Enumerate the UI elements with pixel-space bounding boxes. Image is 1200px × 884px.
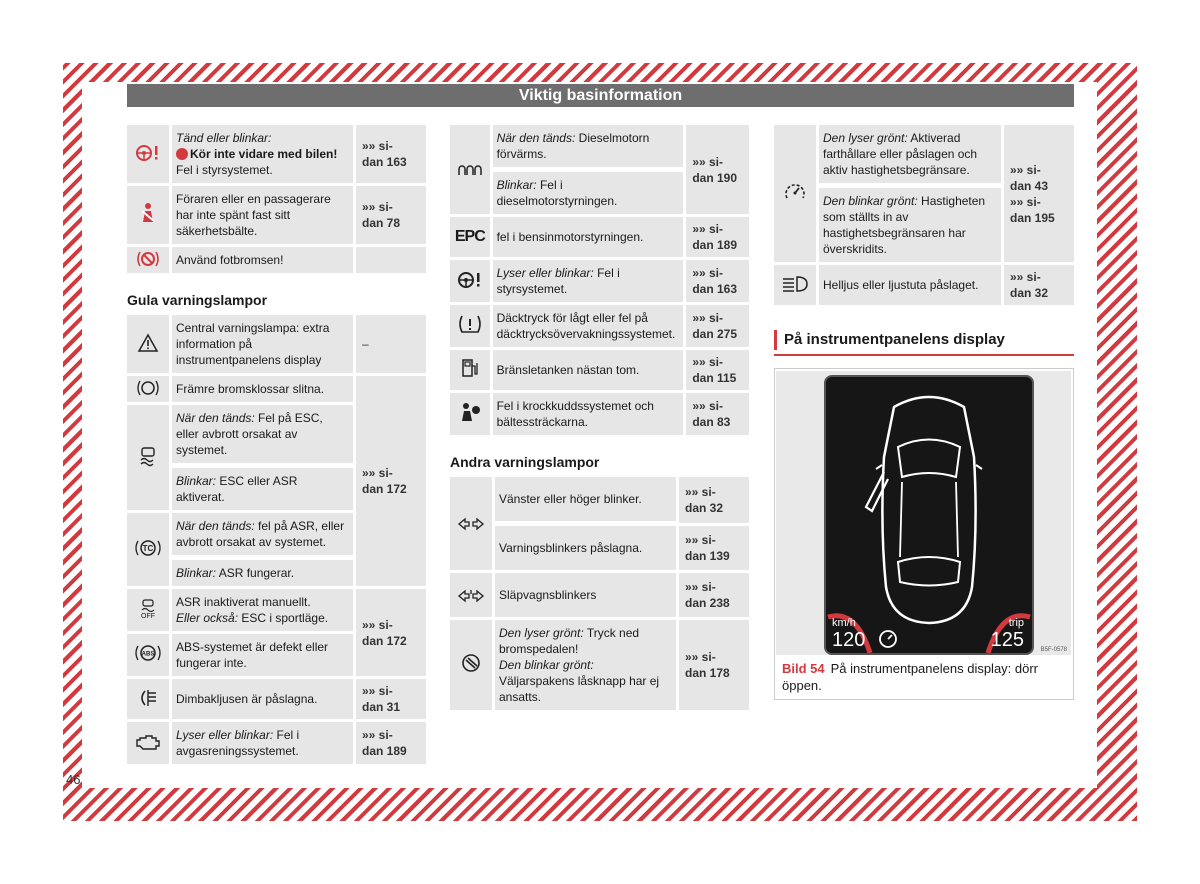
warning-description: Helljus eller ljustuta påslaget. [819, 265, 1004, 305]
table-row [127, 125, 426, 183]
warning-description: Släpvagnsblinkers [495, 573, 679, 617]
page-reference [356, 722, 426, 764]
abs-label: ABS [141, 651, 155, 658]
ref-arrow: »» si- [362, 466, 393, 480]
caption-label: Bild 54 [782, 661, 825, 676]
seatbelt-icon [127, 186, 172, 244]
condition-text: Den blinkar grönt: [499, 658, 594, 672]
condition-text: När den tänds: [176, 519, 255, 533]
yellow-warning-table-cont [450, 122, 749, 438]
page-reference [679, 477, 749, 523]
table-row [774, 125, 1074, 185]
ref-arrow: »» si- [685, 533, 716, 547]
epc-label: EPC [454, 228, 485, 245]
warning-description [172, 513, 356, 557]
speedometer-icon [774, 125, 819, 262]
warning-description [172, 125, 356, 183]
warning-description: Vänster eller höger blinker. [495, 477, 679, 523]
condition-text: Lyser eller blinkar: [496, 266, 594, 280]
instrument-display-figure [776, 371, 1071, 655]
warning-text: Kör inte vidare med bilen! [190, 147, 338, 161]
fault-text: Fel på ESC, eller avbrott orsakat av systemet. [176, 411, 323, 457]
ref-page: dan 172 [362, 633, 407, 648]
table-row [450, 260, 749, 302]
asr-tc-icon [127, 513, 172, 586]
ref-page: dan 189 [692, 238, 738, 252]
table-row [450, 526, 749, 570]
figure-code: B5F-0578 [1040, 647, 1067, 653]
steering-warning-icon [127, 125, 172, 183]
fault-text: Fel i styrsystemet. [496, 266, 620, 296]
warning-description: ABS-systemet är defekt eller fungerar inte. [172, 634, 356, 676]
ref-page: dan 163 [692, 282, 738, 296]
tyre-pressure-icon [450, 305, 493, 347]
turn-signal-icon [450, 477, 495, 570]
ref-page: dan 195 [1010, 210, 1055, 225]
page-reference [356, 247, 426, 273]
page-reference [679, 620, 749, 710]
ref-page: dan 238 [685, 596, 730, 610]
warning-description [172, 560, 356, 586]
condition-text: Blinkar: [176, 474, 217, 488]
page-reference [1004, 125, 1074, 262]
ref-arrow: »» si- [1010, 270, 1041, 284]
high-beam-icon [774, 265, 819, 305]
stop-icon [176, 148, 188, 160]
table-row [450, 125, 749, 169]
warning-description [172, 589, 356, 631]
condition-text: När den tänds: [176, 411, 255, 425]
column-3 [774, 122, 1074, 308]
condition-text: Lyser eller blinkar: [176, 728, 274, 742]
ref-page: dan 189 [362, 744, 407, 758]
page-reference [686, 260, 749, 302]
section-title-yellow: Gula varningslampor [127, 292, 268, 308]
section-title-other: Andra varningslampor [450, 454, 600, 470]
table-row [127, 247, 426, 273]
warning-description [172, 468, 356, 510]
engine-icon [127, 722, 172, 764]
red-warning-table [127, 122, 426, 276]
page-reference [356, 186, 426, 244]
display-screen [824, 375, 1034, 655]
ref-arrow: »» si- [685, 485, 716, 499]
brake-pedal-icon [127, 247, 172, 273]
off-label: OFF [141, 613, 155, 620]
warning-description: Central varningslampa: extra information på instrumentpanelens display [172, 315, 356, 373]
page-reference [356, 589, 426, 676]
rear-fog-light-icon [127, 679, 172, 719]
warning-description [819, 188, 1004, 262]
ref-arrow: »» si- [692, 266, 723, 280]
page-reference: – [356, 315, 426, 373]
fault-text: Tryck ned bromspedalen! [499, 626, 640, 656]
green-blue-table [774, 122, 1074, 308]
page-reference [356, 376, 426, 586]
ref-page: dan 139 [685, 549, 730, 563]
condition-text: Blinkar: [176, 566, 217, 580]
table-row [774, 265, 1074, 305]
fault-text: ASR inaktiverat manuellt. [176, 595, 311, 609]
abs-icon [127, 634, 172, 676]
warning-description: Bränsletanken nästan tom. [493, 350, 687, 390]
table-row [127, 186, 426, 244]
page-reference [679, 526, 749, 570]
fault-text: ASR fungerar. [216, 566, 295, 580]
table-row [127, 315, 426, 373]
ref-arrow: »» si- [1010, 162, 1041, 177]
ref-page: dan 32 [1010, 286, 1049, 300]
ref-arrow: »» si- [692, 355, 723, 369]
fault-text: Fel i dieselmotorstyrningen. [496, 178, 618, 208]
ref-arrow: »» si- [362, 139, 393, 153]
table-row [127, 376, 426, 402]
svg-text:TC: TC [142, 543, 154, 553]
condition-text: Eller också: [176, 611, 239, 625]
ref-page: dan 172 [362, 482, 407, 496]
table-row [450, 573, 749, 617]
ref-page: dan 43 [1010, 178, 1049, 193]
table-row [450, 217, 749, 257]
table-row [450, 350, 749, 390]
ref-page: dan 275 [692, 327, 738, 341]
page-number: 46 [66, 772, 81, 787]
other-warning-table [450, 474, 749, 713]
fault-text: Hastigheten som ställts in av hastighetsbegränsaren har överskridits. [823, 194, 986, 256]
ref-arrow: »» si- [692, 399, 723, 413]
page-reference [686, 125, 749, 214]
warning-description [493, 260, 687, 302]
warning-description [493, 125, 687, 169]
table-row [127, 722, 426, 764]
trailer-signal-icon [450, 573, 495, 617]
page-reference [356, 125, 426, 183]
kmh-value: 120 [832, 629, 866, 651]
table-row [450, 393, 749, 435]
ref-page: dan 83 [692, 415, 731, 429]
condition-text: Blinkar: [496, 178, 537, 192]
warning-description [495, 620, 679, 710]
warning-description: Varningsblinkers påslagna. [495, 526, 679, 570]
ref-page: dan 31 [362, 700, 401, 714]
ref-page: dan 32 [685, 501, 724, 515]
ref-page: dan 115 [692, 371, 737, 385]
fault-text: Fel i avgasreningssystemet. [176, 728, 300, 758]
fault-text: fel på ASR, eller avbrott orsakat av systemet. [176, 519, 345, 549]
page-reference [686, 350, 749, 390]
table-row [127, 679, 426, 719]
ref-page: dan 78 [362, 216, 401, 230]
ref-arrow: »» si- [362, 617, 393, 632]
ref-arrow: »» si- [692, 154, 723, 169]
ref-arrow: »» si- [685, 580, 716, 594]
fuel-icon [450, 350, 493, 390]
page-header: Viktig basinformation [127, 84, 1074, 107]
warning-description: fel i bensinmotorstyrningen. [493, 217, 687, 257]
ref-arrow: »» si- [362, 684, 393, 698]
warning-description: Främre bromsklossar slitna. [172, 376, 356, 402]
trip-value: 125 [990, 629, 1024, 651]
column-1 [127, 122, 426, 767]
table-row [127, 589, 426, 631]
section-heading-display [774, 330, 1074, 350]
warning-description: Fel i krockkuddssystemet och bältessträckarna. [493, 393, 687, 435]
ref-arrow: »» si- [685, 650, 716, 664]
yellow-warning-table [127, 312, 426, 767]
condition-text: Tänd eller blinkar: [176, 131, 272, 145]
page-reference [356, 679, 426, 719]
steering-icon [450, 260, 493, 302]
glow-plug-icon [450, 125, 493, 214]
fault-text: Dieselmotorn förvärms. [496, 131, 650, 161]
heading-accent-bar [774, 330, 777, 350]
warning-description [819, 125, 1004, 185]
ref-arrow: »» si- [362, 200, 393, 214]
page-reference [679, 573, 749, 617]
page-reference [1004, 265, 1074, 305]
ref-arrow: »» si- [1010, 194, 1041, 209]
table-row [450, 620, 749, 710]
warning-description: Föraren eller en passagerare har inte spänt fast sitt säkerhetsbälte. [172, 186, 356, 244]
condition-text: Den lyser grönt: [499, 626, 584, 640]
brake-pedal-green-icon [450, 620, 495, 710]
brake-pads-icon [127, 376, 172, 402]
table-row [450, 477, 749, 523]
heading-underline [774, 354, 1074, 356]
epc-icon [450, 217, 493, 257]
warning-description [493, 172, 687, 214]
condition-text: Den lyser grönt: [823, 131, 908, 145]
column-2 [450, 122, 749, 713]
page-reference [686, 305, 749, 347]
fault-text: Aktiverad farthållare eller påslagen och aktiv hastighetsbegränsare. [823, 131, 978, 177]
warning-triangle-icon [127, 315, 172, 373]
page-reference [686, 217, 749, 257]
ref-page: dan 190 [692, 170, 738, 185]
section-title: På instrumentpanelens display [784, 330, 1005, 348]
warning-description: Dimbakljusen är påslagna. [172, 679, 356, 719]
fault-text: ESC i sportläge. [238, 611, 329, 625]
warning-description [172, 405, 356, 465]
warning-description: Däcktryck för lågt eller fel på däcktrycksövervakningssystemet. [493, 305, 687, 347]
ref-arrow: »» si- [692, 311, 723, 325]
ref-page: dan 163 [362, 155, 407, 169]
ref-arrow: »» si- [692, 222, 723, 236]
ref-page: dan 178 [685, 666, 730, 680]
airbag-icon [450, 393, 493, 435]
figure-caption [782, 660, 1067, 694]
trip-label: trip [1008, 617, 1024, 629]
ref-arrow: »» si- [362, 728, 393, 742]
kmh-label: km/h [832, 617, 856, 629]
caption-text: På instrumentpanelens display: dörr öppen. [782, 661, 1039, 693]
asr-off-icon [127, 589, 172, 631]
warning-description: Använd fotbromsen! [172, 247, 356, 273]
table-row [450, 305, 749, 347]
page-reference [686, 393, 749, 435]
warning-description [172, 722, 356, 764]
fault-text: Fel i styrsystemet. [176, 163, 273, 177]
fault-text: Väljarspakens låsknapp har ej ansatts. [499, 674, 660, 704]
condition-text: Den blinkar grönt: [823, 194, 918, 208]
esc-icon [127, 405, 172, 510]
car-door-open-illustration [826, 377, 1032, 653]
fault-text: ESC eller ASR aktiverat. [176, 474, 298, 504]
condition-text: När den tänds: [496, 131, 576, 145]
